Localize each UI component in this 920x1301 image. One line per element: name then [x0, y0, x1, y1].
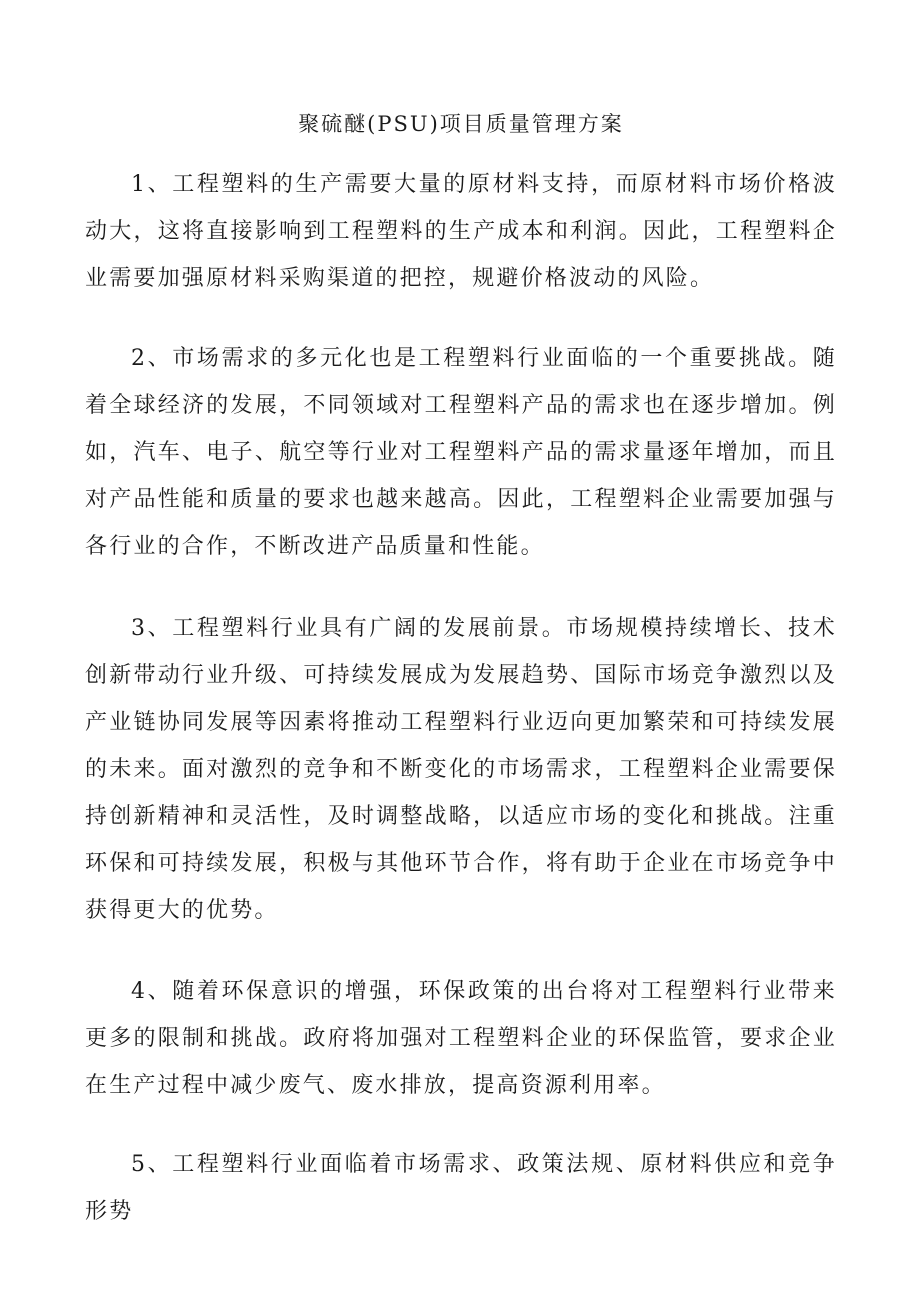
- paragraph-1: 1、工程塑料的生产需要大量的原材料支持，而原材料市场价格波动大，这将直接影响到工程塑料的生产成本和利润。因此，工程塑料企业需要加强原材料采购渠道的把控，规避价格波动的风险。: [85, 172, 837, 291]
- document-title: 聚硫醚(PSU)项目质量管理方案: [298, 112, 624, 136]
- paragraph-5: 5、工程塑料行业面临着市场需求、政策法规、原材料供应和竞争形势: [85, 1152, 837, 1224]
- paragraph-2: 2、市场需求的多元化也是工程塑料行业面临的一个重要挑战。随着全球经济的发展，不同领域对工程塑料产品的需求也在逐步增加。例如，汽车、电子、航空等行业对工程塑料产品的需求量逐年增加，而且对产品性能和质量的要求也越来越高。因此，工程塑料企业需要加强与各行业的合作，不断改进产品质量和性能。: [85, 346, 837, 559]
- paragraph-4: 4、随着环保意识的增强，环保政策的出台将对工程塑料行业带来更多的限制和挑战。政府将加强对工程塑料企业的环保监管，要求企业在生产过程中减少废气、废水排放，提高资源利用率。: [85, 979, 837, 1098]
- paragraph-3: 3、工程塑料行业具有广阔的发展前景。市场规模持续增长、技术创新带动行业升级、可持续发展成为发展趋势、国际市场竞争激烈以及产业链协同发展等因素将推动工程塑料行业迈向更加繁荣和可持续发展的未来。面对激烈的竞争和不断变化的市场需求，工程塑料企业需要保持创新精神和灵活性，及时调整战略，以适应市场的变化和挑战。注重环保和可持续发展，积极与其他环节合作，将有助于企业在市场竞争中获得更大的优势。: [85, 616, 837, 923]
